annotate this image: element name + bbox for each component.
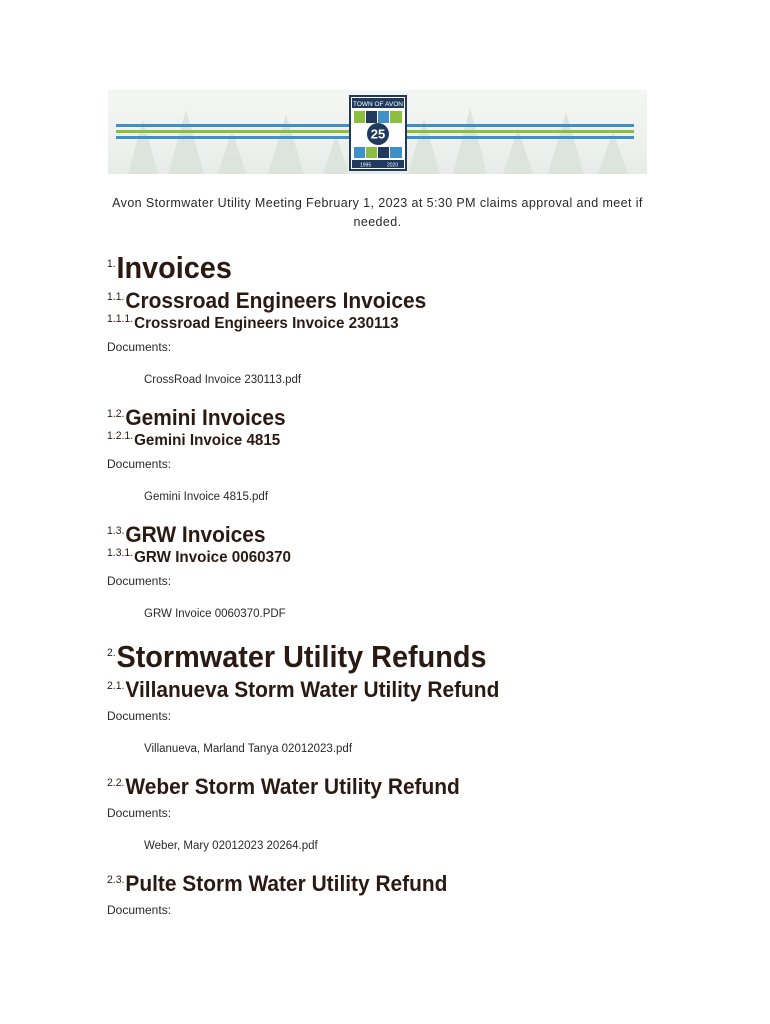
documents-label: Documents:	[107, 574, 172, 588]
section-number: 1.3.1.	[107, 546, 134, 559]
section-title: Stormwater Utility Refunds	[116, 639, 487, 674]
section-number: 1.2.	[107, 407, 125, 420]
section-number: 2.1.	[107, 679, 125, 692]
section-title: Crossroad Engineers Invoice 230113	[134, 315, 399, 332]
svg-text:2020: 2020	[387, 162, 399, 169]
subsection-heading-weber	[107, 774, 696, 800]
item-heading-crossroad-invoice	[107, 314, 696, 334]
document-link[interactable]: Gemini Invoice 4815.pdf	[144, 491, 269, 503]
agenda-content	[107, 250, 727, 919]
section-number: 1.	[107, 257, 116, 270]
header-banner	[108, 90, 647, 174]
documents-label: Documents:	[107, 457, 172, 471]
section-title: Gemini Invoice 4815	[134, 432, 281, 449]
section-title: Gemini Invoices	[125, 405, 286, 430]
item-heading-gemini-invoice	[107, 431, 696, 451]
document-link[interactable]: GRW Invoice 0060370.PDF	[144, 608, 286, 620]
section-number: 1.2.1.	[107, 429, 134, 442]
meeting-description: Avon Stormwater Utility Meeting February 1, 2023 at 5:30 PM claims approval and meet if needed.	[112, 196, 643, 229]
section-title: Invoices	[116, 250, 232, 285]
section-heading-refunds	[107, 639, 684, 675]
section-number: 2.2.	[107, 776, 125, 789]
section-title: Crossroad Engineers Invoices	[125, 288, 427, 313]
section-title: Pulte Storm Water Utility Refund	[125, 871, 448, 896]
subsection-heading-pulte	[107, 871, 696, 897]
subsection-heading-villanueva	[107, 677, 696, 703]
banner-graphic	[108, 90, 647, 174]
section-number: 1.3.	[107, 524, 125, 537]
section-number: 1.1.1.	[107, 312, 134, 325]
section-title: Villanueva Storm Water Utility Refund	[125, 677, 500, 702]
subsection-heading-gemini	[107, 405, 696, 431]
subsection-heading-grw	[107, 522, 696, 548]
section-title: GRW Invoices	[125, 522, 266, 547]
item-heading-grw-invoice	[107, 548, 696, 568]
documents-label: Documents:	[107, 806, 172, 820]
document-link[interactable]: CrossRoad Invoice 230113.pdf	[144, 374, 302, 386]
documents-label: Documents:	[107, 340, 172, 354]
document-link[interactable]: Villanueva, Marland Tanya 02012023.pdf	[144, 743, 353, 755]
section-number: 1.1.	[107, 290, 125, 303]
section-number: 2.3.	[107, 873, 125, 886]
svg-text:25: 25	[370, 126, 386, 142]
section-heading-invoices	[107, 250, 684, 286]
section-title: GRW Invoice 0060370	[134, 549, 291, 566]
documents-label: Documents:	[107, 903, 172, 917]
svg-text:TOWN OF AVON: TOWN OF AVON	[353, 101, 403, 108]
documents-label: Documents:	[107, 709, 172, 723]
town-logo	[350, 96, 406, 170]
section-number: 2.	[107, 646, 116, 659]
document-link[interactable]: Weber, Mary 02012023 20264.pdf	[144, 840, 318, 852]
svg-text:1995: 1995	[360, 162, 372, 169]
section-title: Weber Storm Water Utility Refund	[125, 774, 460, 799]
subsection-heading-crossroad	[107, 288, 696, 314]
